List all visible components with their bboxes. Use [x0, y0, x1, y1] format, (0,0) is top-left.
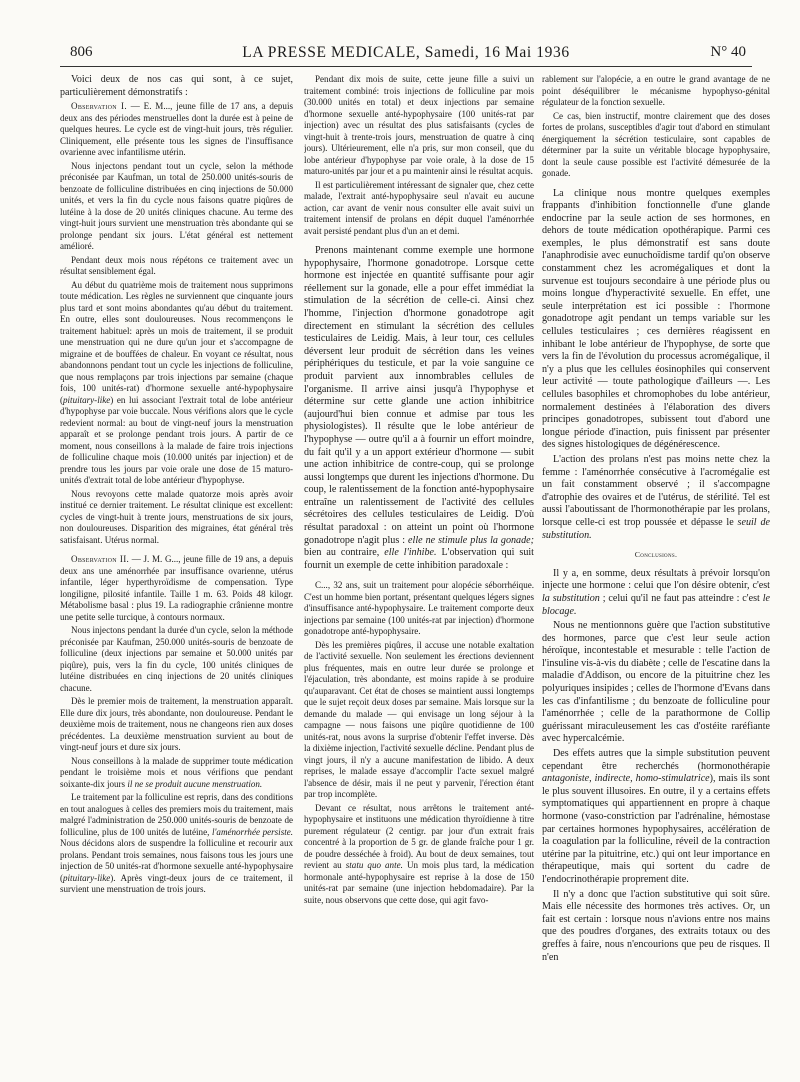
observation-continuation [304, 74, 534, 237]
paragraph: Voici deux de nos cas qui sont, à ce sujet, particulièrement démonstratifs : [60, 74, 293, 98]
section-heading-conclusions: Conclusions. [634, 550, 678, 560]
paragraph: Nous conseillons à la malade de supprimer toute médication pendant le troisième mois et nous vérifions que pendant soixante-dix jours il ne se produit aucune menstruation. [60, 755, 293, 789]
paragraph: Observation I. — E. M..., jeune fille de 17 ans, a depuis deux ans des périodes menstruelles dont la durée est à peine de quelques heures. Le cycle est de vingt-huit jours, très régulier. Cliniquement, elle présente tous les signes de l'insuffisance ovarienne avec infantilisme utérin. [60, 101, 293, 157]
paragraph: Il y a, en somme, deux résultats à prévoir lorsqu'on injecte une hormone : celui que l'on désire obtenir, c'est la substitution ; celui qu'il ne faut pas atteindre : c'est le blocage. [542, 567, 770, 617]
paragraph: Nous injectons pendant tout un cycle, selon la méthode préconisée par Kaufman, un total de 250.000 unités-souris de benzoate de folliculine distribuées en cinq injections de 50.000 unités, et vers la fin du cycle nous faisons quatre piqûres de lutéine à la dose de 20 unités cliniques chacune. Au terme des vingt-huit jours survient une menstruation très abondante qui se prolonge pendant six jours. L'état général est nettement amélioré. [60, 160, 293, 251]
paragraph: Pendant deux mois nous répétons ce traitement avec un résultat sensiblement égal. [60, 254, 293, 276]
main-text [542, 188, 770, 965]
paragraph: Devant ce résultat, nous arrêtons le traitement anté-hypophysaire et instituons une médication thyroïdienne à titre purement régulateur (2 centigr. par jour d'un extrait frais concentré à la proportion de 5 gr. de glande fraîche pour 1 gr. de poudre desséchée à froid). Au bout de deux semaines, tout revient au statu quo ante. Un mois plus tard, la médication hormonale anté-hypophysaire est reprise à la dose de 150 unités-rat par semaine (une injection hebdomadaire). Par la suite, nous observons que cette dose, qui agit favo- [304, 802, 534, 905]
paragraph: Dès le premier mois de traitement, la menstruation apparaît. Elle dure dix jours, très abondante, non douloureuse. Pendant le deuxième mois de traitement, nous ne changeons rien aux doses précédentes. La deuxième menstruation survient au bout de vingt-neuf jours et dure six jours. [60, 696, 293, 752]
paragraph: La clinique nous montre quelques exemples frappants d'inhibition fonctionnelle d'une glande endocrine par la seule action de ses hormones, en dehors de toute médication opothérapique. Parmi ces exemples, le plus démonstratif est sans doute l'anaphrodisie avec eunuchoïdisme tardif qu'on observe constamment chez les acromégaliques et dont la survenue est toujours secondaire à une période plus ou moins longue d'hyperactivité sexuelle. En effet, une seule interprétation est ici possible : l'hormone gonadotrope agit pendant un temps variable sur les cellules testiculaires ; ces dernières réagissent en inhibant le lobe antérieur de l'hypophyse, de sorte que vers la fin de l'évolution du processus acromégalique, il n'y a plus que les cellules éosinophiles qui conservent leur activité — toute pathologique d'ailleurs —. Les cellules basophiles et chromophobes du lobe antérieur, normalement destinées à l'élaboration des divers principes gonadotropes, subissent tout d'abord une longue période d'inaction, puis finissent par présenter des signes histologiques de dégénérescence. [542, 187, 770, 451]
paragraph: Pendant dix mois de suite, cette jeune fille a suivi un traitement combiné: trois injections de folliculine par mois (30.000 unités en total) et deux injections par semaine d'hormone sexuelle anté-hypophysaire (100 unités-rat par injection) avec un résultat des plus satisfaisants (cycles de vingt-huit à trente-trois jours, menstruation de quatre à cinq jours). Ultérieurement, elle n'a pris, sur mon conseil, que du lobe antérieur d'hypophyse par voie orale, à la dose de 15 maturo-unités par jour et a pu maintenir ainsi le résultat acquis. [304, 74, 534, 176]
paragraph: Nous ne mentionnons guère que l'action substitutive des hormones, parce que c'est leur seule action héroïque, incontestable et mesurable : telle l'action de l'insuline vis-à-vis du diabète ; celle de l'escatine dans la maladie d'Addison, ou encore de la pituitrine chez les polyuriques insipides ; celles de l'hormone d'Evans dans les cas d'infantilisme ; du benzoate de folliculine pour l'aménorrhée ; celle de la parathormone de Collip guérissant miraculeusement les cas d'ostéite raréfiante avec hypercalcémie. [542, 620, 770, 745]
paragraph: Nous injectons pendant la durée d'un cycle, selon la méthode préconisée par Kaufman, 250.000 unités-souris de benzoate de folliculine (deux injections par semaine et 50.000 unités par piqûre), puis, vers la fin du cycle, 100 unités cliniques de lutéine distribuées en cinq injections de 20 unités cliniques chacune. [60, 625, 293, 693]
paragraph: rablement sur l'alopécie, a en outre le grand avantage de ne point déséquilibrer le mécanisme hypophyso-génital régulateur de la fonction sexuelle. [542, 74, 770, 107]
case-report-end [542, 74, 770, 180]
paragraph: Prenons maintenant comme exemple une hormone hypophysaire, l'hormone gonadotrope. Lorsque cette hormone est injectée en quantité suffisante pour agir réellement sur la gonade, elle a pour effet immédiat la stimulation de la sécrétion de celle-ci. Ainsi chez l'homme, l'injection d'hormone gonadotrope agit directement en stimulant la sécrétion des cellules testiculaires de Leidig. Mais, à leur tour, ces cellules déversent leur produit de sécrétion dans les veines périphériques du testicule, et par la voie sanguine ce produit parvient aux innombrables cellules de l'organisme. Il arrive ainsi jusqu'à l'hypophyse et détermine sur cette glande une action inhibitrice (aujourd'hui bien connue et admise par tous les physiologistes). Il résulte que le lobe antérieur de l'hypophyse — outre qu'il a à fournir un effort moindre, du fait qu'il y a un apport extérieur d'hormone — subit une action inhibitrice de contre-coup, qui se prolonge aussi longtemps que durent les injections d'hormone. Du coup, le ralentissement de la fonction anté-hypophysaire entraîne un ralentissement de l'activité des cellules sécrétoires des cellules testiculaires de Leidig. D'où résultat paradoxal : on atteint un point où l'hormone gonadotrope n'agit plus : elle ne stimule plus la gonade; bien au contraire, elle l'inhibe. L'observation qui suit fournit un exemple de cette inhibition paradoxale : [304, 245, 534, 571]
paragraph: Des effets autres que la simple substitution peuvent cependant être recherchés (hormonothérapie antagoniste, indirecte, homo-stimulatrice), mais ils sont le plus souvent illusoires. En outre, il y a certains effets symptomatiques qui appartiennent en propre à chaque hormone (vaso-constriction par l'adrénaline, hémostase par certaines hormones hypophysaires, accélération de la coagulation par la folliculine, réveil de la contraction utérine par la pituitrine, etc.) qui ont leur importance en thérapeutique, mais qui sortent du cadre de l'endocrinothérapie proprement dite. [542, 748, 770, 885]
observation-label: Observation II. [71, 554, 130, 564]
paragraph: Ce cas, bien instructif, montre clairement que des doses fortes de prolans, susceptibles d'agir tout d'abord en stimulant énergiquement la sécrétion testiculaire, sont capables de déterminer par la suite un véritable blocage hypophysaire, dont la seule cause possible est l'activité démesurée de la gonade. [542, 110, 770, 178]
paragraph: Il est particulièrement intéressant de signaler que, chez cette malade, l'extrait anté-hypophysaire seul n'avait eu aucune action, car avant de venir nous consulter elle avait suivi un traitement intensif de prolans en dépit duquel l'aménorrhée avait persisté pendant plus d'un an et demi. [304, 179, 534, 236]
paragraph: C..., 32 ans, suit un traitement pour alopécie séborrhéique. C'est un homme bien portant, présentant quelques légers signes d'insuffisance anté-hypophysaire. Le traitement comporte deux injections par semaine (100 unités-rat par injection) d'hormone gonadotrope anté-hypophysaire. [304, 580, 534, 637]
case-report [304, 580, 534, 906]
main-text [304, 245, 534, 572]
column-right [542, 74, 770, 1074]
journal-title: LA PRESSE MEDICALE, Samedi, 16 Mai 1936 [242, 44, 570, 61]
paragraph: Nous revoyons cette malade quatorze mois après avoir institué ce dernier traitement. Le résultat clinique est excellent: cycles de vingt-huit à trente jours, menstruations de six jours, non douloureuses. Disparition des migraines, état général très satisfaisant. Utérus normal. [60, 488, 293, 545]
paragraph: Au début du quatrième mois de traitement nous supprimons toute médication. Les règles ne surviennent que cinquante jours plus tard et sont moins abondantes qu'au début du traitement. En outre, elles sont douloureuses. Nous recommençons le traitement habituel: après un mois de traitement, il se produit une menstruation qui ne dure qu'un jour et s'accompagne de migraine et de bouffées de chaleur. En voyant ce résultat, nous abandonnons pendant tout un cycle les injections de folliculine, que nous remplaçons par trois injections par semaine (chaque fois, 100 unités-rat) d'hormone sexuelle anté-hypophysaire (pituitary-like) en lui associant l'extrait total de lobe antérieur d'hypophyse par voie buccale. Nous vérifions alors que le cycle redevient normal: au bout de vingt-neuf jours la menstruation apparaît et se prolonge pendant trois jours. A partir de ce moment, nous conseillons à la malade de faire trois injections de folliculine chaque mois (10.000 unités par injection) et de prendre tous les jours par voie orale une dose de 15 maturo-unités d'extrait total de lobe antérieur d'hypophyse. [60, 279, 293, 485]
header-rule [60, 66, 752, 67]
column-middle [304, 74, 534, 1074]
column-left [60, 74, 293, 1074]
paragraph: Observation II. — J. M. G..., jeune fille de 19 ans, a depuis deux ans une aménorrhée par insuffisance ovarienne, utérus infantile, léger hyperthyroïdisme de compensation. Type longiligne, pilosité infantile. Taille 1 m. 63. Poids 48 kilogr. Métabolisme basal : plus 19. La radiographie crânienne montre une petite selle turcique, à contours normaux. [60, 554, 293, 622]
paragraph: Le traitement par la folliculine est repris, dans des conditions en tout analogues à celles des premiers mois du traitement, mais malgré l'administration de 250.000 unités-souris de benzoate de folliculine, plus de 100 unités de lutéine, l'aménorrhée persiste. Nous décidons alors de suspendre la folliculine et recourir aux prolans. Pendant trois semaines, nous faisons tous les jours une injection de 50 unités-rat d'hormone sexuelle anté-hypophysaire (pituitary-like). Après vingt-deux jours de ce traitement, il survient une menstruation de trois jours. [60, 792, 293, 894]
paragraph: Dès les premières piqûres, il accuse une notable exaltation de l'activité sexuelle. Non seulement les érections deviennent plus fréquentes, mais en outre leur durée se prolonge et l'éjaculation, très abondante, est moins rapide à se produire qu'auparavant. Cet état de choses se maintient aussi longtemps que le sujet reçoit deux doses par semaine. Mais lorsque sur la demande du malade — qui envisage un long séjour à la campagne — nous faisons une piqûre quotidienne de 100 unités-rat, nous avons la surprise d'obtenir l'effet inverse. Dès la dixième injection, l'activité sexuelle décline. Pendant plus de vingt jours, il n'y a aucune manifestation de libido. A deux reprises, le malade essaye d'accomplir l'acte sexuel malgré l'absence de désir, mais il ne peut y parvenir, l'érection étant par trop incomplète. [304, 639, 534, 800]
paragraph: L'action des prolans n'est pas moins nette chez la femme : l'aménorrhée consécutive à l'acromégalie est un fait constamment observé ; il s'accompagne d'atrophie des ovaires et de l'utérus, de stérilité. Tel est aussi l'aboutissant de l'hormonothérapie par les prolans, lorsque celle-ci est trop poussée et dépasse le seuil de substitution. [542, 453, 770, 541]
issue-number: N° 40 [710, 44, 746, 60]
paragraph: Il n'y a donc que l'action substitutive qui soit sûre. Mais elle nécessite des hormones très actives. Or, un fait est certain : lorsque nous n'avions entre nos mains que des poudres d'organes, des extraits totaux ou des greffes à faire, nous n'encourions que peu de risques. Il n'en [542, 888, 770, 963]
observation-label: Observation I. [71, 101, 127, 111]
page-number: 806 [70, 44, 93, 60]
page-header [60, 44, 752, 68]
